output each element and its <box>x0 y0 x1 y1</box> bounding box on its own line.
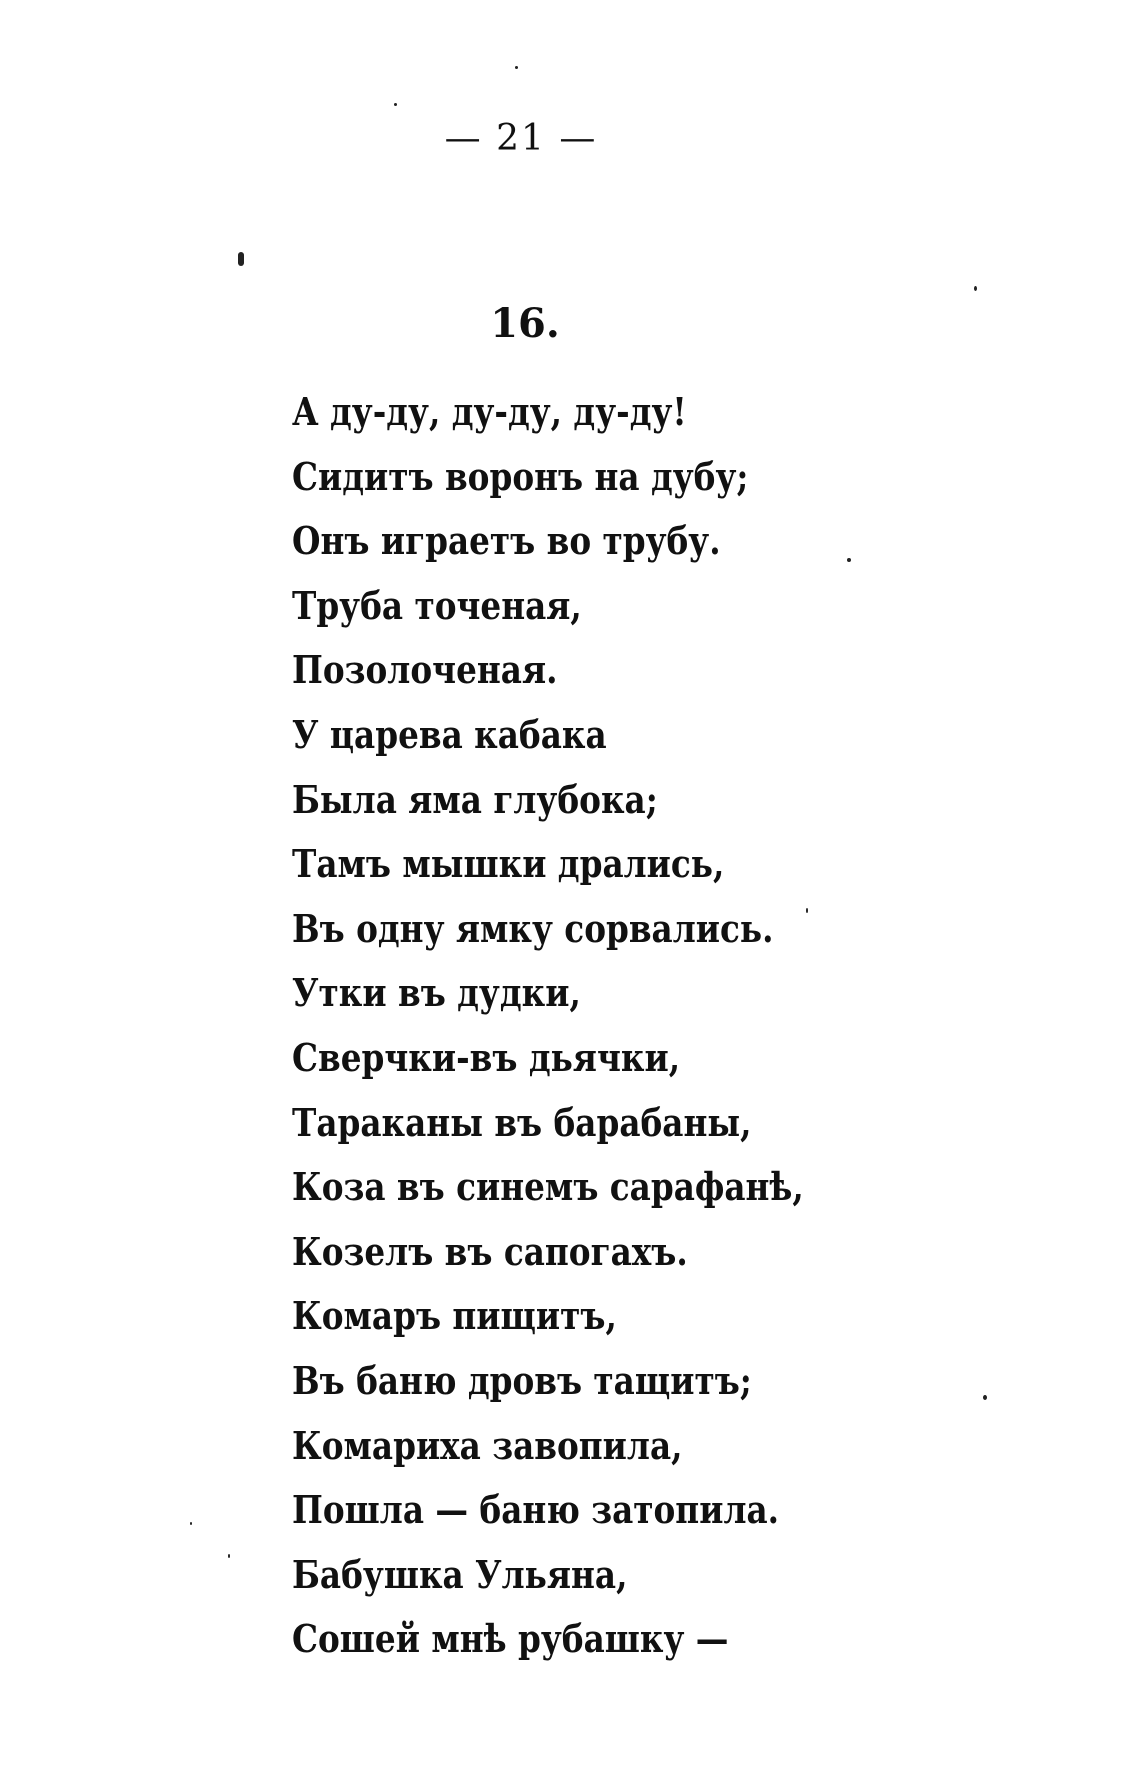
poem-line: Бабушка Ульяна, <box>292 1551 628 1597</box>
print-speck <box>983 1395 987 1400</box>
poem-text <box>292 380 887 1672</box>
poem-line: Утки въ дудки, <box>292 970 581 1016</box>
poem-line: Козелъ въ сапогахъ. <box>292 1228 688 1274</box>
print-speck <box>238 252 244 266</box>
poem-line: Въ баню дровъ тащитъ; <box>292 1357 752 1403</box>
poem-line: Сверчки-въ дьячки, <box>292 1034 681 1080</box>
poem-line: Тараканы въ барабаны, <box>292 1099 752 1145</box>
poem-number: 16. <box>490 300 560 347</box>
print-speck <box>806 908 808 913</box>
poem-line: Позолоченая. <box>292 647 558 693</box>
print-speck <box>974 286 977 291</box>
page-number: — 21 — <box>444 118 598 159</box>
poem-line: Тамъ мышки дрались, <box>292 841 725 887</box>
poem-line: Труба точеная, <box>292 582 582 628</box>
poem-line: Комаръ пищитъ, <box>292 1293 617 1339</box>
print-speck <box>228 1554 230 1558</box>
poem-line: Была яма глубока; <box>292 776 658 822</box>
print-speck <box>847 558 851 562</box>
poem-line: Пошла — баню затопила. <box>292 1487 780 1533</box>
poem-line: Въ одну ямку сорвались. <box>292 905 774 951</box>
poem-line: У царева кабака <box>292 711 607 757</box>
print-speck <box>515 66 518 69</box>
poem-line: Онъ играетъ во трубу. <box>292 518 721 564</box>
print-speck <box>190 1522 192 1525</box>
poem-line: Сошей мнѣ рубашку — <box>292 1616 729 1662</box>
poem-line: Сидитъ воронъ на дубу; <box>292 453 749 499</box>
poem-line: Комариха завопила, <box>292 1422 683 1468</box>
poem-line: Коза въ синемъ сарафанѣ, <box>292 1164 804 1210</box>
print-speck <box>394 103 397 106</box>
poem-line: А ду-ду, ду-ду, ду-ду! <box>292 389 687 434</box>
